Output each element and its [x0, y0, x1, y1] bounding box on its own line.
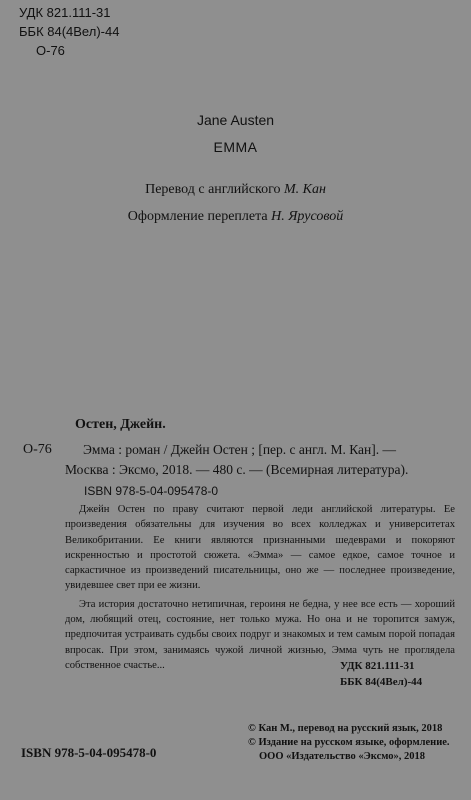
original-title: EMMA: [213, 139, 258, 155]
translation-credit: [0, 182, 471, 198]
bbk-code-top: ББК 84(4Вел)-44: [19, 24, 120, 39]
bbk-code-bottom: ББК 84(4Вел)-44: [340, 676, 423, 688]
translator-name: М. Кан: [284, 182, 326, 197]
catalog-description-line1: Эмма : роман / Джейн Остен ; [пер. с англ. М. Кан]. —: [83, 442, 397, 457]
isbn-bottom: ISBN 978-5-04-095478-0: [21, 745, 157, 760]
original-author: Jane Austen: [196, 112, 275, 128]
udk-code-top: УДК 821.111-31: [19, 5, 111, 20]
cover-credit: [0, 209, 471, 225]
cover-designer-name: Н. Ярусовой: [271, 209, 344, 224]
catalog-description-line2: Москва : Эксмо, 2018. — 480 с. — (Всемирная литература).: [65, 462, 409, 477]
annotation-paragraph-2: Эта история достаточно нетипичная, героиня не бедна, у нее все есть — хороший дом, любящий отец, состояние, нет только мужа. Но она и не торопится замуж, предпочитая устраивать судьбы своих подруг и знакомых и тем самым порой попадая впросак. При этом, занимаясь чужой личной жизнью, Эмма чуть не проглядела собственное счастье...: [65, 598, 455, 671]
author-sign-top: О-76: [36, 43, 65, 58]
annotation-paragraph-1: Джейн Остен по праву считают первой леди английской литературы. Ее произведения обязательны для изучения во всех колледжах и университетах Великобритании. Ее книги являются признанными шедеврами и покоряют искренностью и простотой сюжета. «Эмма» — самое едкое, самое точное и саркастичное из произведений писательницы, оно же — последнее произведение, увидевшее свет при ее жизни.: [65, 504, 455, 592]
copyright-edition: © Издание на русском языке, оформление.: [248, 737, 450, 748]
catalog-sign: О-76: [23, 442, 52, 457]
catalog-isbn: ISBN 978-5-04-095478-0: [84, 484, 219, 498]
catalog-author-heading: Остен, Джейн.: [75, 417, 166, 432]
udk-code-bottom: УДК 821.111-31: [340, 660, 415, 672]
copyright-translation: © Кан М., перевод на русский язык, 2018: [248, 723, 443, 734]
copyright-publisher: ООО «Издательство «Эксмо», 2018: [259, 751, 426, 762]
annotation: [65, 502, 455, 673]
translation-label: Перевод с английского: [145, 182, 281, 197]
cover-label: Оформление переплета: [127, 209, 268, 224]
